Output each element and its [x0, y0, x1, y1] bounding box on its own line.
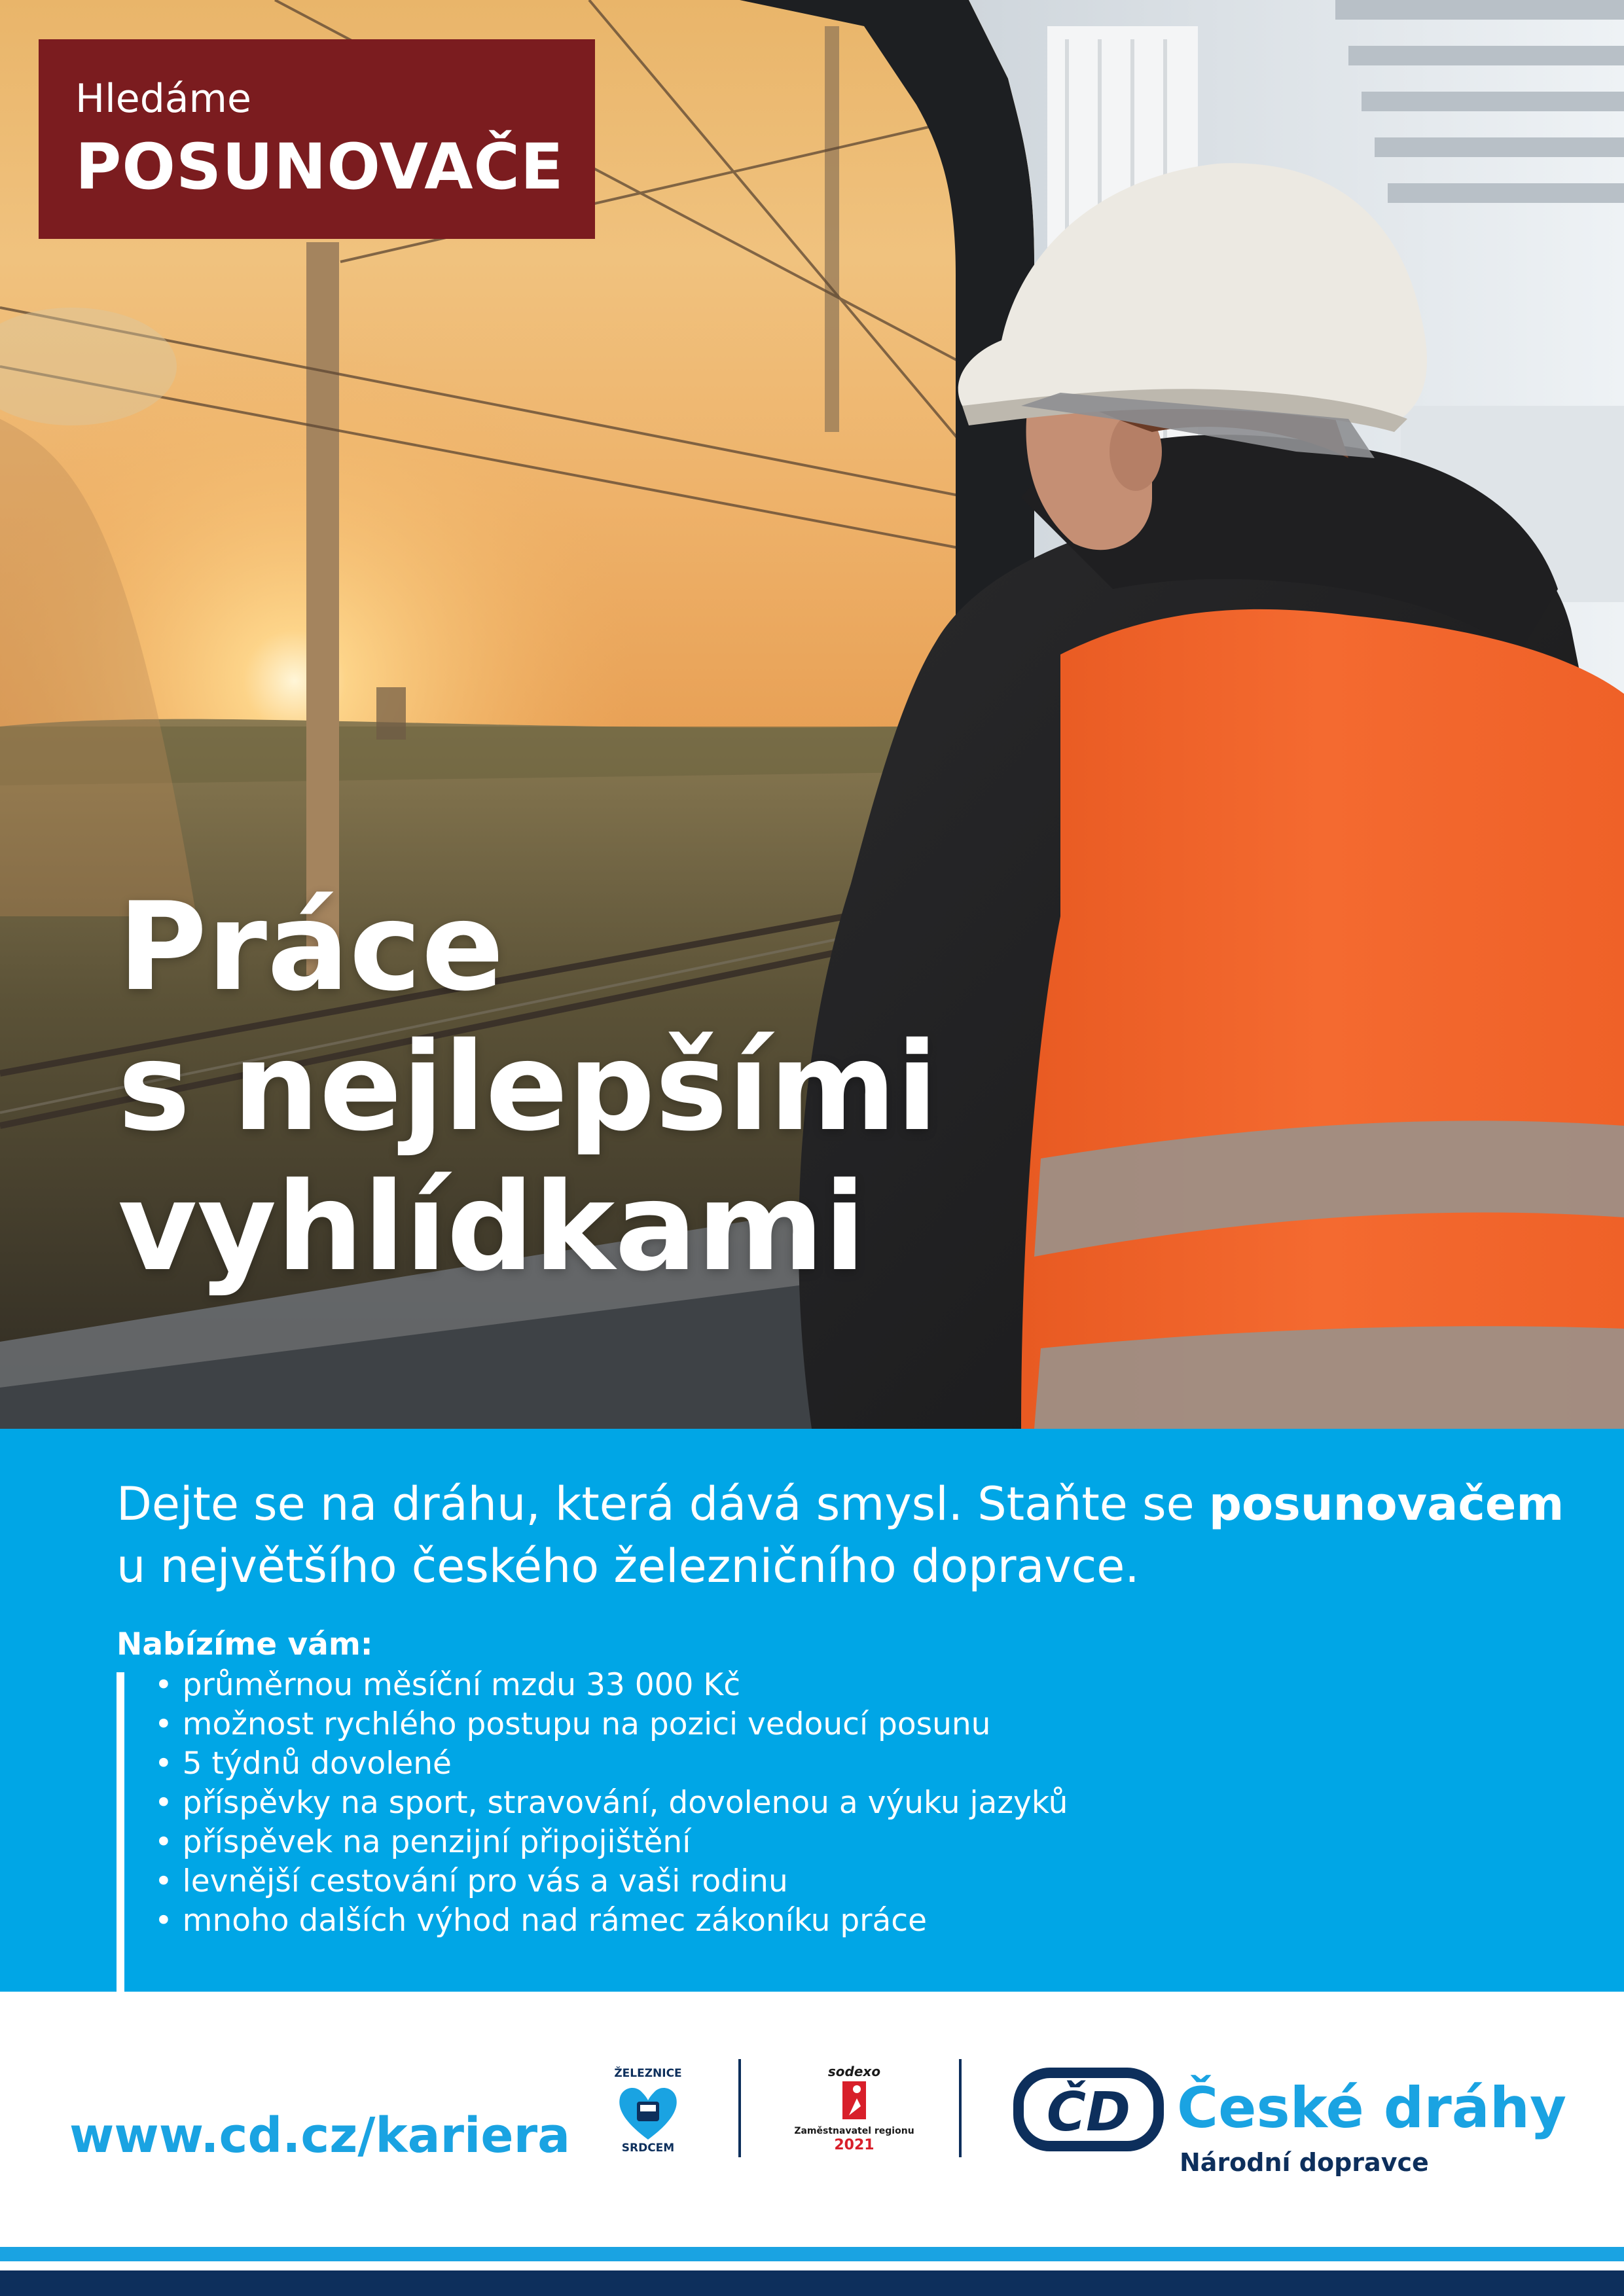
footer-stripe-dark	[0, 2270, 1624, 2296]
zeleznice-srdcem-logo	[605, 2062, 691, 2154]
cd-logo-letters: ČD	[1046, 2081, 1131, 2144]
sodexo-brand-text: sodexo	[827, 2064, 881, 2079]
headline	[118, 877, 1034, 1297]
headline-line-1: Práce	[118, 876, 504, 1018]
offer-item: • průměrnou měsíční mzdu 33 000 Kč	[154, 1666, 1068, 1705]
company-subtitle: Národní dopravce	[1180, 2148, 1429, 2177]
offer-item: • možnost rychlého postupu na pozici vedoucí posunu	[154, 1705, 1068, 1744]
sodexo-award-logo	[789, 2060, 920, 2159]
offers-list	[154, 1666, 1068, 1941]
badge-subtitle: Hledáme	[75, 76, 251, 122]
headline-line-3: vyhlídkami	[118, 1156, 866, 1298]
logo-divider	[959, 2059, 962, 2157]
intro-part-1: Dejte se na dráhu, která dává smysl. Staňte se	[117, 1477, 1209, 1531]
intro-part-2: u největšího českého železničního dopravce.	[117, 1539, 1140, 1593]
offers-title: Nabízíme vám:	[117, 1626, 373, 1662]
offer-item: • 5 týdnů dovolené	[154, 1744, 1068, 1784]
offer-item: • mnoho dalších výhod nad rámec zákoníku práce	[154, 1901, 1068, 1941]
offer-item: • příspěvek na penzijní připojištění	[154, 1823, 1068, 1862]
offer-item: • příspěvky na sport, stravování, dovolenou a výuku jazyků	[154, 1784, 1068, 1823]
footer	[0, 1992, 1624, 2296]
badge-title: POSUNOVAČE	[75, 130, 564, 204]
career-link[interactable]: www.cd.cz/kariera	[69, 2108, 571, 2164]
info-band	[0, 1429, 1624, 1992]
sodexo-year-text: 2021	[834, 2137, 875, 2153]
offer-item: • levnější cestování pro vás a vaši rodinu	[154, 1862, 1068, 1901]
footer-stripe-light	[0, 2247, 1624, 2261]
logo-divider	[738, 2059, 741, 2157]
job-badge	[39, 39, 595, 239]
intro-bold: posunovačem	[1208, 1477, 1564, 1531]
sodexo-caption-text: Zaměstnavatel regionu	[794, 2126, 914, 2136]
heart-logo-bottom-text: SRDCEM	[621, 2142, 675, 2154]
heart-logo-top-text: ŽELEZNICE	[614, 2067, 682, 2080]
intro-text	[117, 1473, 1596, 1598]
company-name: České dráhy	[1177, 2075, 1567, 2141]
headline-line-2: s nejlepšími	[118, 1016, 938, 1158]
cd-logo-icon	[1013, 2058, 1164, 2157]
